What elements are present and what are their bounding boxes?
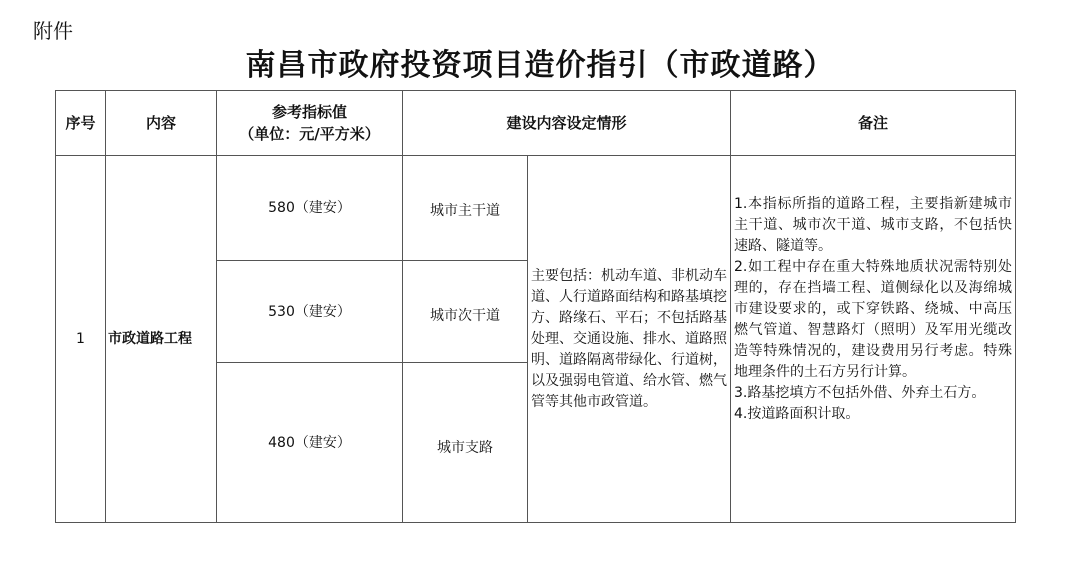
row-no: 1 [56, 156, 106, 523]
header-setting: 建设内容设定情形 [403, 91, 731, 156]
row-content: 市政道路工程 [106, 156, 217, 523]
remark-item: 4.按道路面积计取。 [734, 406, 860, 422]
remark-item: 1.本指标所指的道路工程，主要指新建城市主干道、城市次干道、城市支路，不包括快速路、隧道等。 [734, 196, 1013, 254]
header-no: 序号 [56, 91, 106, 156]
value-branch-road: 480（建安） [217, 363, 403, 523]
construction-scope: 主要包括：机动车道、非机动车道、人行道路面结构和路基填挖方、路缘石、平石；不包括路基处理、交通设施、排水、道路照明、道路隔离带绿化、行道树，以及强弱电管道、给水管、燃气管等其他市政管道。 [528, 156, 731, 523]
value-secondary-road: 530（建安） [217, 261, 403, 363]
header-reference-value-unit: （单位：元/平方米） [239, 125, 380, 143]
remark-item: 3.路基挖填方不包括外借、外弃土石方。 [734, 385, 986, 401]
table-header-row [56, 91, 1016, 156]
table-row [56, 156, 1016, 261]
header-remarks: 备注 [731, 91, 1016, 156]
header-reference-value-line1: 参考指标值 [271, 103, 347, 121]
road-type-main: 城市主干道 [403, 156, 528, 261]
cost-guide-table [55, 90, 1016, 523]
road-type-secondary: 城市次干道 [403, 261, 528, 363]
remarks-cell [731, 156, 1016, 523]
value-main-road: 580（建安） [217, 156, 403, 261]
road-type-branch: 城市支路 [403, 363, 528, 523]
header-reference-value [217, 91, 403, 156]
annex-label: 附件 [33, 19, 73, 43]
header-content: 内容 [106, 91, 217, 156]
page-title: 南昌市政府投资项目造价指引（市政道路） [245, 48, 835, 83]
remark-item: 2.如工程中存在重大特殊地质状况需特别处理的，存在挡墙工程、道侧绿化以及海绵城市建设要求的，或下穿铁路、绕城、中高压燃气管道、智慧路灯（照明）及军用光缆改造等特殊情况的，建设费用另行考虑。特殊地理条件的土石方另行计算。 [734, 259, 1013, 380]
